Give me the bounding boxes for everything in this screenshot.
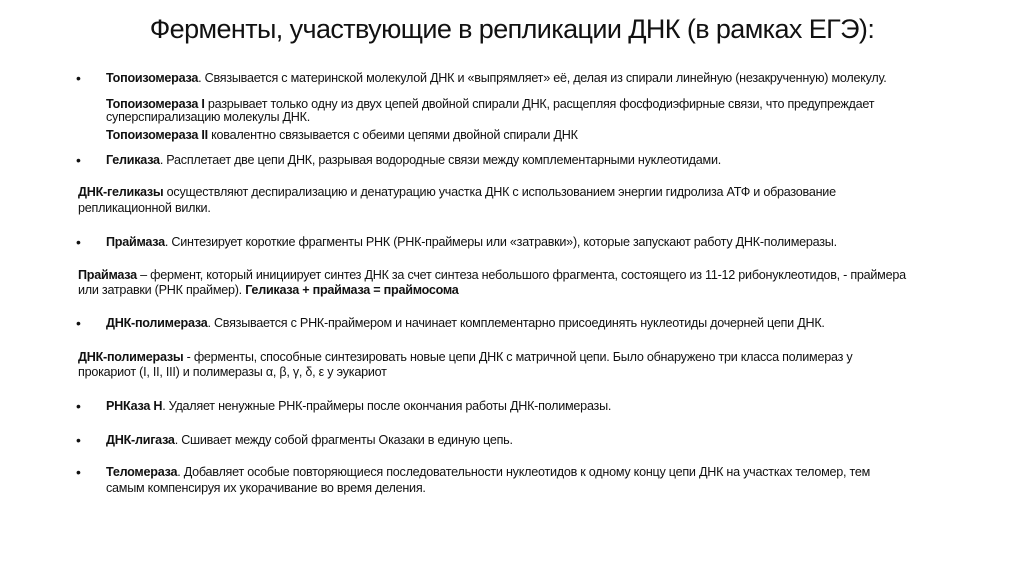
term: Топоизомераза II xyxy=(106,128,208,142)
description: - ферменты, способные синтезировать новые цепи ДНК с матричной цепи. Было обнаружено три класса полимераз у xyxy=(183,350,853,364)
description: ковалентно связывается с обеими цепями двойной спирали ДНК xyxy=(207,128,578,142)
description: . Добавляет особые повторяющиеся последовательности нуклеотидов к одному концу цепи ДНК на участках теломер, тем xyxy=(177,465,871,479)
term: Праймаза xyxy=(106,235,165,249)
primase-definition xyxy=(78,268,906,283)
primosome-formula: Геликаза + праймаза = праймосома xyxy=(245,283,459,297)
description: . Синтезирует короткие фрагменты РНК (РНК-праймеры или «затравки»), которые запускают работу ДНК-полимеразы. xyxy=(164,235,837,249)
polymerase-definition-cont: прокариот (I, II, III) и полимеразы α, β, γ, δ, ε у эукариот xyxy=(78,365,387,379)
polymerase-item xyxy=(106,316,825,331)
description: . Удаляет ненужные РНК-праймеры после окончания работы ДНК-полимеразы. xyxy=(162,399,612,413)
bullet: • xyxy=(76,464,81,480)
description: . Сшивает между собой фрагменты Оказаки в единую цепь. xyxy=(174,433,513,447)
bullet: • xyxy=(76,398,81,414)
dna-helicases-text xyxy=(78,185,836,200)
description: разрывает только одну из двух цепей двойной спирали ДНК, расщепляя фосфодиэфирные связи, что предупреждает xyxy=(204,97,875,111)
description: или затравки (РНК праймер). xyxy=(78,283,246,297)
term: ДНК-лигаза xyxy=(106,433,175,447)
description: . Расплетает две цепи ДНК, разрывая водородные связи между комплементарными нуклеотидами. xyxy=(159,153,721,167)
bullet: • xyxy=(76,315,81,331)
bullet: • xyxy=(76,152,81,168)
primase-definition-cont xyxy=(78,283,459,298)
primase-item xyxy=(106,235,837,250)
term: Праймаза xyxy=(78,268,137,282)
term: ДНК-полимераза xyxy=(106,316,208,330)
term: ДНК-полимеразы xyxy=(78,350,184,364)
description: – фермент, который инициирует синтез ДНК за счет синтеза небольшого фрагмента, состоящего из 11-12 рибонуклеотидов, - праймера xyxy=(136,268,906,282)
telomerase-item xyxy=(106,465,870,480)
ligase-item xyxy=(106,433,513,448)
description: осуществляют деспирализацию и денатурацию участка ДНК с использованием энергии гидролиза АТФ и образование xyxy=(163,185,836,199)
term: Топоизомераза xyxy=(106,71,199,85)
term: ДНК-геликазы xyxy=(78,185,164,199)
topoisomerase-1-text-cont: суперспирализацию молекулы ДНК. xyxy=(106,110,310,124)
helicase-item xyxy=(106,153,721,168)
term: Геликаза xyxy=(106,153,160,167)
slide-title: Ферменты, участвующие в репликации ДНК (в рамках ЕГЭ): xyxy=(149,14,875,44)
term: Теломераза xyxy=(106,465,178,479)
bullet: • xyxy=(76,70,81,86)
bullet: • xyxy=(76,234,81,250)
bullet: • xyxy=(76,432,81,448)
dna-helicases-text-cont: репликационной вилки. xyxy=(78,201,211,215)
description: . Связывается с материнской молекулой ДНК и «выпрямляет» её, делая из спирали линейную (незакрученную) молекулу. xyxy=(198,71,887,85)
term: РНКаза Н xyxy=(106,399,163,413)
description: . Связывается с РНК-праймером и начинает комплементарно присоединять нуклеотиды дочерней цепи ДНК. xyxy=(207,316,825,330)
telomerase-item-cont: самым компенсируя их укорачивание во время деления. xyxy=(106,481,426,495)
rnase-h-item xyxy=(106,399,611,414)
topoisomerase-item xyxy=(106,71,887,86)
term: Топоизомераза I xyxy=(106,97,205,111)
polymerase-definition xyxy=(78,350,852,365)
topoisomerase-2-text xyxy=(106,128,578,143)
